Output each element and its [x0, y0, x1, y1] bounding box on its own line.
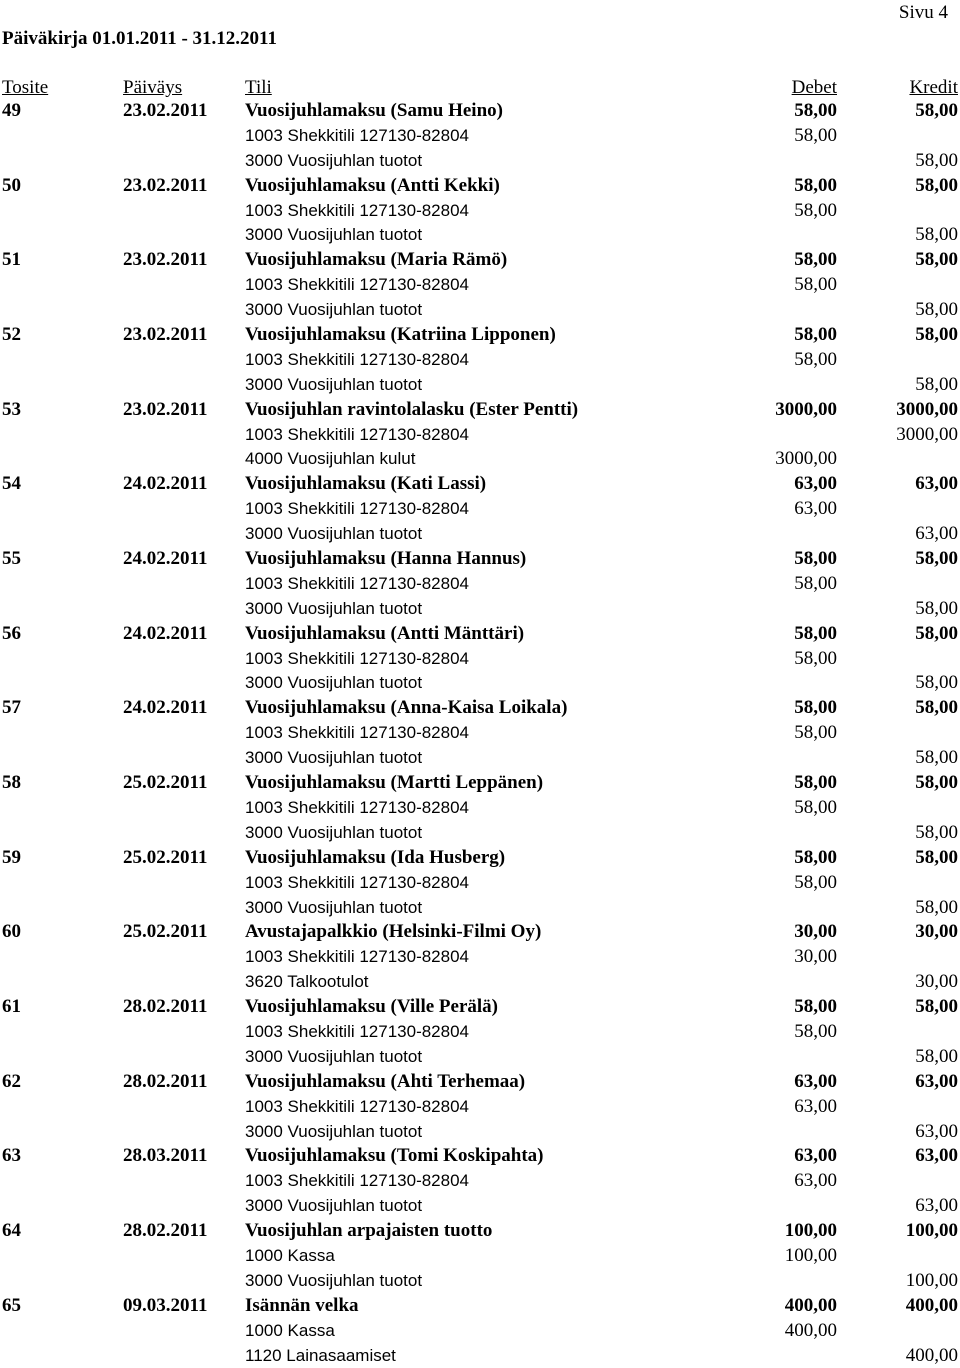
account-name: 4000 Vuosijuhlan kulut: [245, 449, 416, 469]
voucher-number: 61: [2, 996, 21, 1018]
entry-debet-total: 58,00: [794, 100, 837, 121]
account-name: 1003 Shekkitili 127130-82804: [245, 947, 470, 967]
journal-entry-row: [0, 995, 960, 1020]
voucher-number: 60: [2, 921, 21, 943]
account-kredit: 63,00: [915, 1195, 958, 1217]
entry-date: 25.02.2011: [123, 921, 208, 943]
account-name: 3000 Vuosijuhlan tuotot: [245, 748, 423, 768]
entry-debet-total: 58,00: [794, 846, 837, 868]
account-name: 3000 Vuosijuhlan tuotot: [245, 822, 423, 842]
entry-description: Vuosijuhlamaksu (Samu Heino): [245, 100, 503, 121]
account-debet: 58,00: [794, 722, 837, 744]
account-line: [0, 1244, 960, 1269]
entry-kredit-total: 58,00: [915, 548, 958, 570]
entry-kredit-total: 58,00: [915, 697, 958, 719]
account-name: 3000 Vuosijuhlan tuotot: [245, 673, 423, 693]
column-header-debet: Debet: [791, 77, 837, 98]
entry-debet-total: 58,00: [794, 548, 837, 570]
entry-description: Vuosijuhlamaksu (Ville Perälä): [245, 996, 499, 1018]
entry-date: 28.03.2011: [123, 1145, 208, 1167]
account-debet: 63,00: [794, 498, 837, 520]
entry-description: Vuosijuhlamaksu (Antti Kekki): [245, 174, 500, 196]
account-kredit: 58,00: [915, 373, 958, 395]
account-name: 1003 Shekkitili 127130-82804: [245, 648, 470, 668]
account-line: [0, 572, 960, 597]
entry-debet-total: 58,00: [794, 249, 837, 271]
account-line: [0, 970, 960, 995]
account-name: 1003 Shekkitili 127130-82804: [245, 723, 470, 743]
account-line: [0, 871, 960, 896]
journal-entry-row: [0, 1294, 960, 1319]
account-line: [0, 671, 960, 696]
account-line: [0, 746, 960, 771]
entry-description: Vuosijuhlamaksu (Ahti Terhemaa): [245, 1070, 526, 1092]
entry-date: 23.02.2011: [123, 174, 208, 196]
account-kredit: 63,00: [915, 1120, 958, 1142]
voucher-number: 59: [2, 846, 21, 868]
account-line: [0, 1194, 960, 1219]
account-name: 1120 Lainasaamiset: [245, 1345, 396, 1365]
journal-entry-row: [0, 248, 960, 273]
account-name: 1003 Shekkitili 127130-82804: [245, 349, 470, 369]
voucher-number: 53: [2, 398, 21, 420]
entry-debet-total: 100,00: [784, 1220, 837, 1242]
journal-entry-row: [0, 547, 960, 572]
account-debet: 58,00: [794, 647, 837, 669]
account-kredit: 58,00: [915, 821, 958, 843]
account-name: 1003 Shekkitili 127130-82804: [245, 1096, 470, 1116]
entry-date: 23.02.2011: [123, 324, 208, 346]
account-line: [0, 896, 960, 921]
account-line: [0, 821, 960, 846]
journal-entry-row: [0, 323, 960, 348]
voucher-number: 56: [2, 622, 21, 644]
account-debet: 58,00: [794, 348, 837, 370]
account-line: [0, 149, 960, 174]
entry-kredit-total: 400,00: [905, 1294, 958, 1316]
entry-debet-total: 58,00: [794, 622, 837, 644]
account-kredit: 58,00: [915, 1045, 958, 1067]
voucher-number: 51: [2, 249, 21, 271]
account-name: 3000 Vuosijuhlan tuotot: [245, 1046, 423, 1066]
account-debet: 400,00: [784, 1319, 837, 1341]
entry-description: Isännän velka: [245, 1294, 359, 1316]
entry-date: 24.02.2011: [123, 548, 208, 570]
account-name: 3000 Vuosijuhlan tuotot: [245, 150, 423, 170]
entry-date: 28.02.2011: [123, 1070, 208, 1092]
voucher-number: 65: [2, 1294, 21, 1316]
account-kredit: 58,00: [915, 224, 958, 246]
entry-kredit-total: 63,00: [915, 1145, 958, 1167]
account-debet: 58,00: [794, 871, 837, 893]
account-line: [0, 497, 960, 522]
account-line: [0, 945, 960, 970]
account-name: 3000 Vuosijuhlan tuotot: [245, 1270, 423, 1290]
entry-date: 24.02.2011: [123, 622, 208, 644]
column-header-paivays: Päiväys: [123, 77, 183, 98]
account-line: [0, 447, 960, 472]
account-debet: 100,00: [784, 1244, 837, 1266]
account-line: [0, 721, 960, 746]
entry-kredit-total: 63,00: [915, 473, 958, 495]
account-name: 1003 Shekkitili 127130-82804: [245, 573, 470, 593]
journal-entry-row: [0, 771, 960, 796]
journal-title: Päiväkirja 01.01.2011 - 31.12.2011: [2, 28, 277, 49]
account-line: [0, 373, 960, 398]
account-line: [0, 223, 960, 248]
journal-entries: [0, 99, 960, 1368]
account-kredit: 3000,00: [896, 423, 958, 445]
entry-description: Vuosijuhlamaksu (Antti Mänttäri): [245, 622, 525, 644]
account-debet: 63,00: [794, 1170, 837, 1192]
entry-debet-total: 63,00: [794, 1145, 837, 1167]
entry-date: 24.02.2011: [123, 473, 208, 495]
account-kredit: 58,00: [915, 896, 958, 918]
account-kredit: 58,00: [915, 597, 958, 619]
account-name: 1003 Shekkitili 127130-82804: [245, 872, 470, 892]
entry-description: Vuosijuhlamaksu (Tomi Koskipahta): [245, 1145, 544, 1167]
account-line: [0, 199, 960, 224]
account-line: [0, 124, 960, 149]
entry-kredit-total: 58,00: [915, 622, 958, 644]
account-name: 1003 Shekkitili 127130-82804: [245, 200, 470, 220]
entry-date: 23.02.2011: [123, 398, 208, 420]
entry-debet-total: 3000,00: [775, 398, 837, 420]
voucher-number: 52: [2, 324, 21, 346]
account-name: 1003 Shekkitili 127130-82804: [245, 424, 470, 444]
entry-description: Vuosijuhlamaksu (Katriina Lipponen): [245, 324, 556, 346]
entry-description: Vuosijuhlan arpajaisten tuotto: [245, 1220, 493, 1242]
account-debet: 30,00: [794, 946, 837, 968]
account-line: [0, 1020, 960, 1045]
entry-date: 28.02.2011: [123, 1220, 208, 1242]
entry-description: Vuosijuhlamaksu (Ida Husberg): [245, 846, 506, 868]
account-line: [0, 597, 960, 622]
account-kredit: 400,00: [905, 1344, 958, 1366]
entry-date: 25.02.2011: [123, 772, 208, 794]
voucher-number: 64: [2, 1220, 21, 1242]
account-line: [0, 298, 960, 323]
voucher-number: 54: [2, 473, 21, 495]
entry-description: Vuosijuhlamaksu (Hanna Hannus): [245, 548, 527, 570]
account-name: 1003 Shekkitili 127130-82804: [245, 275, 470, 295]
journal-entry-row: [0, 99, 960, 124]
account-kredit: 63,00: [915, 523, 958, 545]
entry-debet-total: 63,00: [794, 1070, 837, 1092]
account-debet: 58,00: [794, 199, 837, 221]
account-debet: 58,00: [794, 796, 837, 818]
journal-entry-row: [0, 920, 960, 945]
journal-entry-row: [0, 846, 960, 871]
account-name: 3000 Vuosijuhlan tuotot: [245, 1121, 423, 1141]
journal-entry-row: [0, 1144, 960, 1169]
entry-date: 09.03.2011: [123, 1294, 208, 1316]
account-debet: 58,00: [794, 274, 837, 296]
entry-debet-total: 63,00: [794, 473, 837, 495]
account-line: [0, 1269, 960, 1294]
account-line: [0, 647, 960, 672]
column-header-kredit: Kredit: [909, 77, 958, 98]
account-name: 3000 Vuosijuhlan tuotot: [245, 598, 423, 618]
voucher-number: 50: [2, 174, 21, 196]
account-kredit: 58,00: [915, 747, 958, 769]
account-line: [0, 423, 960, 448]
journal-entry-row: [0, 696, 960, 721]
entry-description: Vuosijuhlamaksu (Kati Lassi): [245, 473, 487, 495]
account-debet: 58,00: [794, 1020, 837, 1042]
account-line: [0, 348, 960, 373]
entry-kredit-total: 30,00: [915, 921, 958, 943]
account-name: 3000 Vuosijuhlan tuotot: [245, 374, 423, 394]
account-line: [0, 273, 960, 298]
account-debet: 58,00: [794, 124, 837, 146]
entry-kredit-total: 58,00: [915, 249, 958, 271]
entry-kredit-total: 58,00: [915, 174, 958, 196]
account-name: 1000 Kassa: [245, 1245, 335, 1265]
journal-entry-row: [0, 398, 960, 423]
entry-description: Vuosijuhlamaksu (Maria Rämö): [245, 249, 508, 271]
entry-description: Vuosijuhlamaksu (Martti Leppänen): [245, 772, 544, 794]
column-header-tosite: Tosite: [2, 77, 49, 98]
voucher-number: 62: [2, 1070, 21, 1092]
entry-date: 25.02.2011: [123, 846, 208, 868]
journal-entry-row: [0, 174, 960, 199]
account-name: 3000 Vuosijuhlan tuotot: [245, 300, 423, 320]
account-name: 3000 Vuosijuhlan tuotot: [245, 897, 423, 917]
account-line: [0, 796, 960, 821]
entry-debet-total: 58,00: [794, 697, 837, 719]
entry-debet-total: 58,00: [794, 996, 837, 1018]
account-name: 3000 Vuosijuhlan tuotot: [245, 225, 423, 245]
account-debet: 58,00: [794, 572, 837, 594]
entry-kredit-total: 58,00: [915, 100, 958, 121]
entry-kredit-total: 100,00: [905, 1220, 958, 1242]
entry-date: 23.02.2011: [123, 249, 208, 271]
entry-description: Avustajapalkkio (Helsinki-Filmi Oy): [245, 921, 542, 943]
entry-debet-total: 58,00: [794, 174, 837, 196]
account-line: [0, 1169, 960, 1194]
account-name: 1000 Kassa: [245, 1320, 335, 1340]
column-header-tili: Tili: [245, 77, 272, 98]
account-name: 1003 Shekkitili 127130-82804: [245, 1021, 470, 1041]
voucher-number: 57: [2, 697, 21, 719]
account-name: 1003 Shekkitili 127130-82804: [245, 797, 470, 817]
voucher-number: 49: [2, 100, 21, 121]
entry-date: 24.02.2011: [123, 697, 208, 719]
entry-kredit-total: 63,00: [915, 1070, 958, 1092]
account-kredit: 58,00: [915, 299, 958, 321]
account-line: [0, 1319, 960, 1344]
voucher-number: 63: [2, 1145, 21, 1167]
account-name: 1003 Shekkitili 127130-82804: [245, 1171, 470, 1191]
account-name: 3000 Vuosijuhlan tuotot: [245, 1196, 423, 1216]
journal-entry-row: [0, 622, 960, 647]
journal-entry-row: [0, 1219, 960, 1244]
entry-kredit-total: 58,00: [915, 772, 958, 794]
account-kredit: 30,00: [915, 971, 958, 993]
voucher-number: 55: [2, 548, 21, 570]
account-name: 3620 Talkootulot: [245, 972, 369, 992]
entry-date: 28.02.2011: [123, 996, 208, 1018]
account-debet: 3000,00: [775, 448, 837, 470]
page-number: Sivu 4: [898, 2, 948, 23]
entry-debet-total: 30,00: [794, 921, 837, 943]
account-kredit: 58,00: [915, 149, 958, 171]
account-name: 3000 Vuosijuhlan tuotot: [245, 524, 423, 544]
account-line: [0, 522, 960, 547]
journal-entry-row: [0, 1070, 960, 1095]
entry-date: 23.02.2011: [123, 100, 208, 121]
entry-debet-total: 400,00: [784, 1294, 837, 1316]
journal-entry-row: [0, 472, 960, 497]
entry-debet-total: 58,00: [794, 772, 837, 794]
entry-debet-total: 58,00: [794, 324, 837, 346]
account-name: 1003 Shekkitili 127130-82804: [245, 499, 470, 519]
account-line: [0, 1095, 960, 1120]
account-kredit: 100,00: [905, 1269, 958, 1291]
voucher-number: 58: [2, 772, 21, 794]
account-name: 1003 Shekkitili 127130-82804: [245, 125, 470, 145]
entry-kredit-total: 58,00: [915, 846, 958, 868]
account-line: [0, 1120, 960, 1145]
entry-description: Vuosijuhlamaksu (Anna-Kaisa Loikala): [245, 697, 568, 719]
entry-kredit-total: 58,00: [915, 996, 958, 1018]
account-kredit: 58,00: [915, 672, 958, 694]
account-debet: 63,00: [794, 1095, 837, 1117]
account-line: [0, 1045, 960, 1070]
entry-description: Vuosijuhlan ravintolalasku (Ester Pentti): [245, 398, 579, 420]
entry-kredit-total: 3000,00: [896, 398, 958, 420]
entry-kredit-total: 58,00: [915, 324, 958, 346]
account-line: [0, 1344, 960, 1368]
